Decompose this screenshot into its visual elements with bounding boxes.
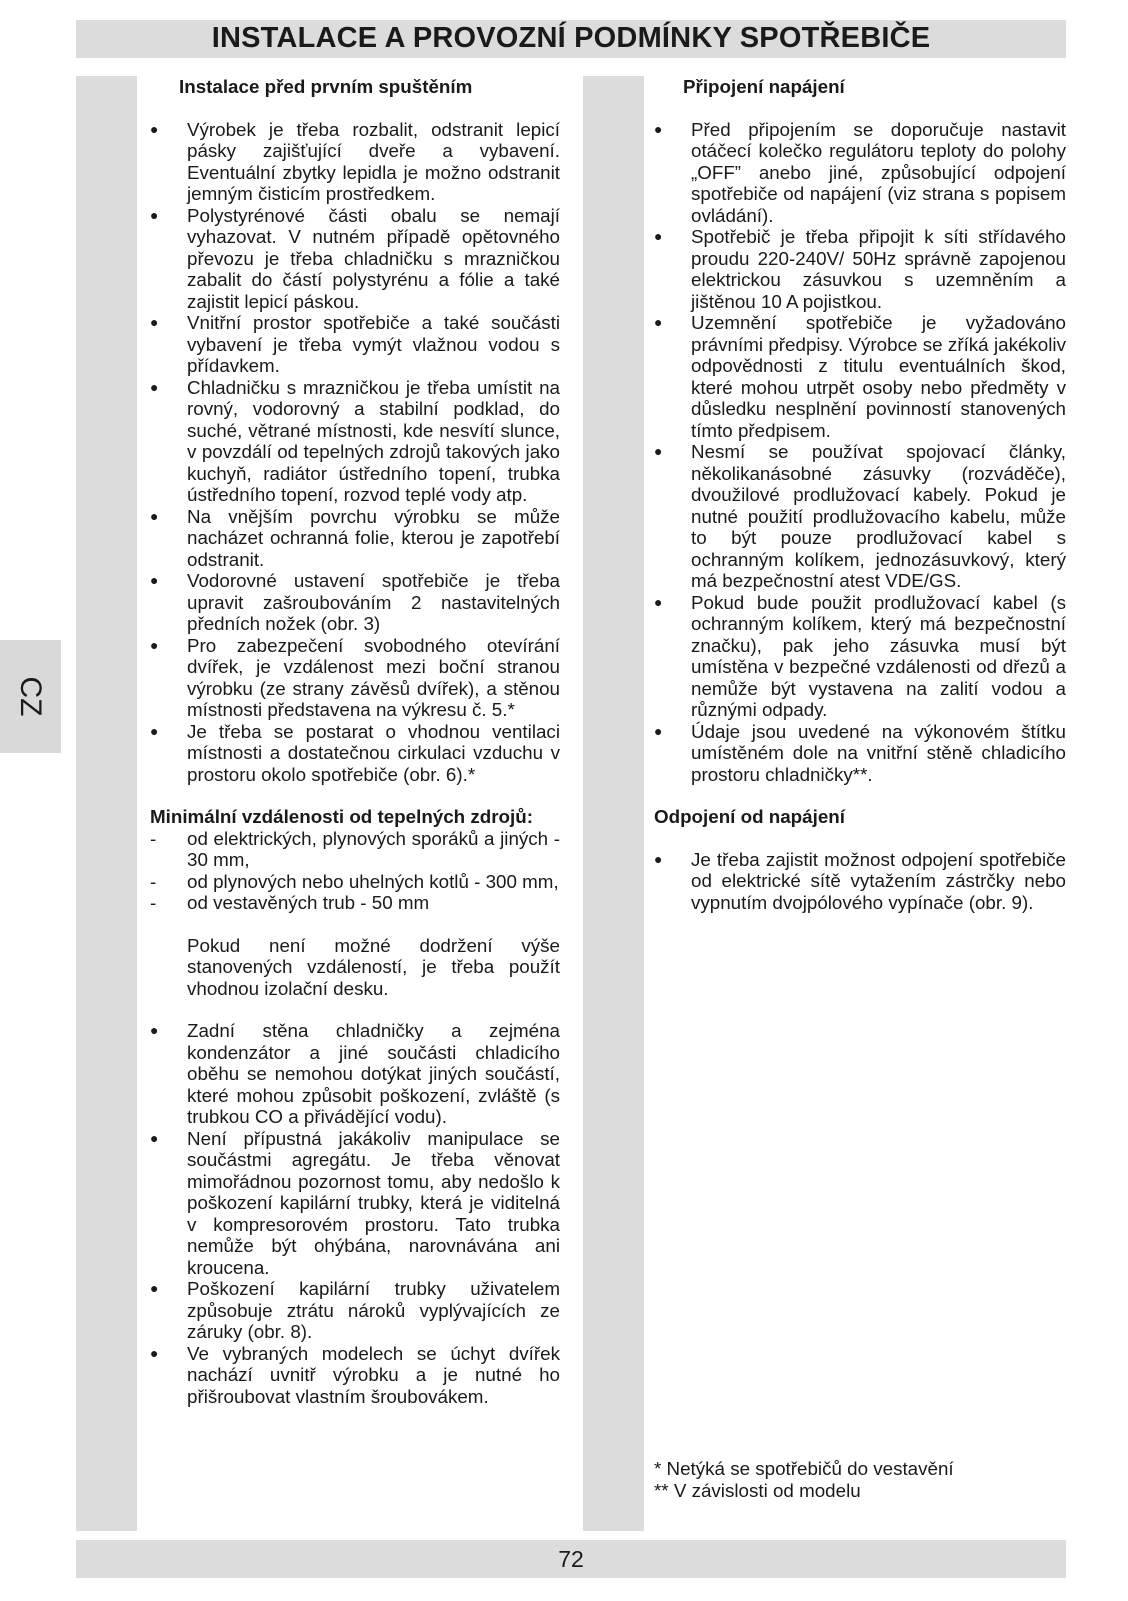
installation-list <box>150 119 560 786</box>
list-item: ● Vodorovné ustavení spotřebiče je třeba upravit zašroubováním 2 nastavitelných předních nožek (obr. 3) <box>150 570 560 635</box>
power-connection-heading: Připojení napájení <box>683 76 845 97</box>
list-item: ● Polystyrénové části obalu se nemají vyhazovat. V nutném případě opětovného převozu je třeba chladničku s mrazničkou zabalit do částí polystyrénu a fólie a také zajistit lepicí páskou. <box>150 205 560 313</box>
list-item: ● Zadní stěna chladničky a zejména kondenzátor a jiné součásti chladicího oběhu se nemohou dotýkat jiných součástí, které mohou způsobit poškození, zvláště (s trubkou CO a přivádějící vodu). <box>150 1020 560 1128</box>
list-item: - od vestavěných trub - 50 mm <box>150 892 560 914</box>
list-item: ● Výrobek je třeba rozbalit, odstranit lepicí pásky zajišťující dveře a vybavení. Eventuální zbytky lepidla je možno odstranit jemným čisticím prostředkem. <box>150 119 560 205</box>
list-item: ● Pro zabezpečení svobodného otevírání dvířek, je vzdálenost mezi boční stranou výrobku (ze strany závěsů dvířek), a stěnou místnosti představena na výkresu č. 5.* <box>150 635 560 721</box>
power-disconnection-heading: Odpojení od napájení <box>654 806 845 827</box>
list-item: ● Spotřebič je třeba připojit k síti střídavého proudu 220-240V/ 50Hz správně zapojenou elektrickou zásuvkou s uzemněním a jištěnou 10 A pojistkou. <box>654 226 1066 312</box>
list-item: - od elektrických, plynových sporáků a jiných - 30 mm, <box>150 828 560 871</box>
list-item: ● Před připojením se doporučuje nastavit otáčecí kolečko regulátoru teploty do polohy „OFF” anebo jiné, způsobující odpojení spotřebiče od napájení (viz strana s popisem ovládání). <box>654 119 1066 227</box>
list-item: ● Uzemnění spotřebiče je vyžadováno právními předpisy. Výrobce se zříká jakékoliv odpovědnosti z titulu eventuálních škod, které mohou utrpět osoby nebo předměty v důsledku nesplnění povinností stanovených tímto předpisem. <box>654 312 1066 441</box>
list-item: ● Není přípustná jakákoliv manipulace se součástmi agregátu. Je třeba věnovat mimořádnou pozornost tomu, aby nedošlo k poškození kapilární trubky, která je viditelná v kompresorovém prostoru. Tato trubka nemůže být ohýbána, narovnávána ani kroucena. <box>150 1128 560 1279</box>
left-column <box>150 76 560 1407</box>
list-item: - od plynových nebo uhelných kotlů - 300 mm, <box>150 871 560 893</box>
footer-bar <box>76 1540 1066 1578</box>
list-item: ● Pokud bude použit prodlužovací kabel (s ochranným kolíkem, který má bezpečnostní značku), pak jeho zásuvka musí být umístěna v bezpečné vzdálenosti od dřezů a nemůže být vystavena na zalití vodou a různými odpady. <box>654 592 1066 721</box>
list-item: ● Nesmí se používat spojovací články, několikanásobné zásuvky (rozváděče), dvoužilové prodlužovací kabely. Pokud je nutné použití prodlužovacího kabelu, může to být pouze prodlužovací kabel s ochranným kolíkem, jednozásuvkový, který má bezpečnostní atest VDE/GS. <box>654 441 1066 592</box>
list-item: ● Na vnějším povrchu výrobku se může nacházet ochranná folie, kterou je zapotřebí odstranit. <box>150 506 560 571</box>
min-distance-heading: Minimální vzdálenosti od tepelných zdrojů: <box>150 806 533 827</box>
list-item: ● Je třeba se postarat o vhodnou ventilaci místnosti a dostatečnou cirkulaci vzduchu v prostoru okolo spotřebiče (obr. 6).* <box>150 721 560 786</box>
list-item: ● Údaje jsou uvedené na výkonovém štítku umístěném dole na vnitřní stěně chladicího prostoru chladničky**. <box>654 721 1066 786</box>
insulation-note: Pokud není možné dodržení výše stanovených vzdáleností, je třeba použít vhodnou izolační desku. <box>187 934 560 999</box>
right-column <box>654 76 1066 913</box>
title-bar <box>76 20 1066 58</box>
distance-list <box>150 828 560 914</box>
power-disconnection-list <box>654 849 1066 914</box>
list-item: ● Vnitřní prostor spotřebiče a také součásti vybavení je třeba vymýt vlažnou vodou s přídavkem. <box>150 312 560 377</box>
installation-heading: Instalace před prvním spuštěním <box>179 76 473 97</box>
footnotes <box>654 1458 1066 1501</box>
caution-list <box>150 1020 560 1407</box>
list-item: ● Je třeba zajistit možnost odpojení spotřebiče od elektrické sítě vytažením zástrčky nebo vypnutím dvojpólového vypínače (obr. 9). <box>654 849 1066 914</box>
page-title: INSTALACE A PROVOZNÍ PODMÍNKY SPOTŘEBIČE <box>211 22 931 54</box>
list-item: ● Chladničku s mrazničkou je třeba umístit na rovný, vodorovný a stabilní podklad, do suché, větrané místnosti, kde nesvítí slunce, v povzdálí od tepelných zdrojů takových jako kuchyň, radiátor ústředního topení, trubka ústředního topení, rozvod teplé vody atp. <box>150 377 560 506</box>
footnote-built-in: * Netýká se spotřebičů do vestavění <box>654 1458 954 1479</box>
footnote-model: ** V závislosti od modelu <box>654 1479 861 1501</box>
power-connection-list <box>654 119 1066 786</box>
list-item: ● Poškození kapilární trubky uživatelem způsobuje ztrátu nároků vyplývajících ze záruky (obr. 8). <box>150 1278 560 1343</box>
language-label: CZ <box>14 676 48 717</box>
right-column-gutter <box>583 76 644 1531</box>
language-tab <box>0 640 61 753</box>
page-number: 72 <box>558 1546 584 1572</box>
list-item: ● Ve vybraných modelech se úchyt dvířek nachází uvnitř výrobku a je nutné ho přišroubovat vlastním šroubovákem. <box>150 1343 560 1408</box>
left-column-gutter <box>76 76 137 1531</box>
